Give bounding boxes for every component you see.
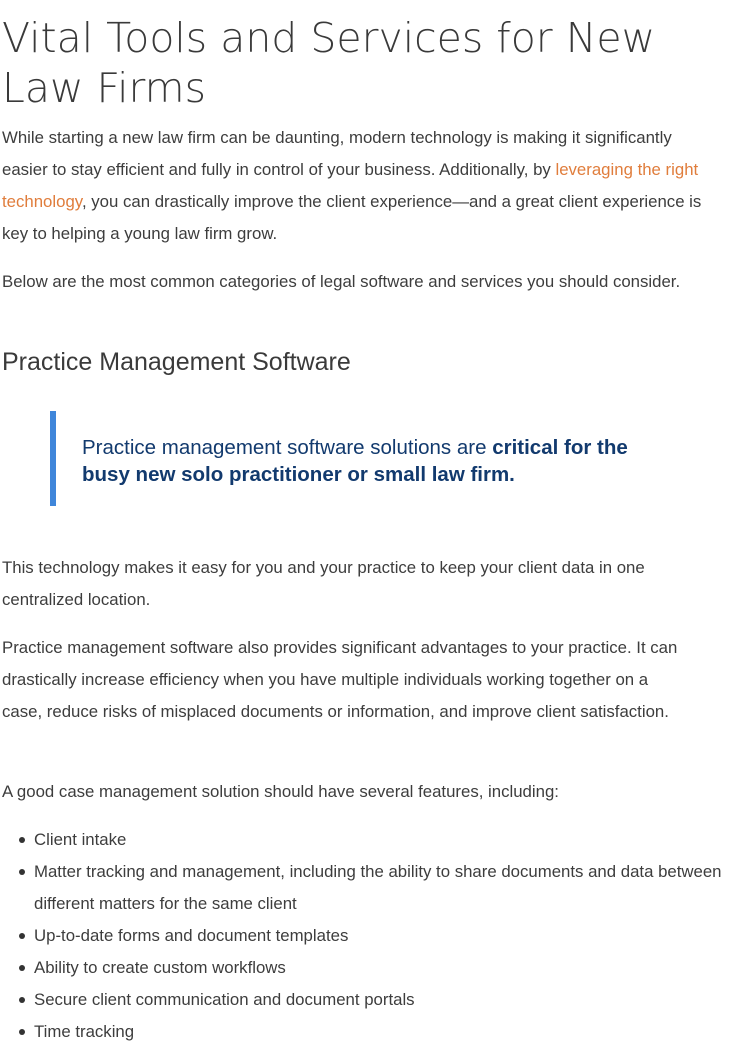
technology-paragraph: This technology makes it easy for you and your practice to keep your client data in one centralized location. bbox=[2, 558, 645, 609]
list-item bbox=[2, 952, 722, 984]
list-item bbox=[2, 1016, 722, 1048]
list-item bbox=[2, 856, 722, 920]
intro-paragraph bbox=[2, 122, 702, 250]
bullet-icon bbox=[19, 997, 25, 1003]
pull-quote bbox=[50, 411, 696, 506]
bullet-icon bbox=[19, 1029, 25, 1035]
list-item bbox=[2, 984, 722, 1016]
categories-intro-paragraph: Below are the most common categories of legal software and services you should consider. bbox=[2, 272, 681, 291]
list-item bbox=[2, 824, 722, 856]
intro-text-end: , you can drastically improve the client experience—and a great client experience is key to helping a young law firm grow. bbox=[2, 192, 702, 243]
advantages-paragraph: Practice management software also provides significant advantages to your practice. It can drastically increase efficiency when you have multiple individuals working together on a case, reduce risks of misplaced documents or information, and improve client satisfaction. bbox=[2, 638, 678, 721]
bullet-icon bbox=[19, 933, 25, 939]
features-intro-paragraph: A good case management solution should have several features, including: bbox=[2, 782, 559, 801]
list-item bbox=[2, 920, 722, 952]
list-item-text: Matter tracking and management, including the ability to share documents and data between different matters for the same client bbox=[34, 862, 722, 913]
pull-quote-normal: Practice management software solutions are bbox=[82, 436, 493, 459]
list-item-text: Time tracking bbox=[34, 1022, 135, 1041]
list-item-text: Secure client communication and document portals bbox=[34, 990, 415, 1009]
pull-quote-text bbox=[82, 434, 642, 488]
pull-quote-bold: critical for the busy new solo practitioner or small law firm. bbox=[82, 436, 628, 486]
page-title: Vital Tools and Services for New Law Firms bbox=[2, 14, 656, 112]
leveraging-technology-link[interactable]: leveraging the right technology bbox=[2, 160, 699, 211]
bullet-icon bbox=[19, 837, 25, 843]
bullet-icon bbox=[19, 869, 25, 875]
list-item-text: Ability to create custom workflows bbox=[34, 958, 286, 977]
list-item-text: Client intake bbox=[34, 830, 127, 849]
intro-text-start: While starting a new law firm can be daunting, modern technology is making it significantly easier to stay efficient and fully in control of your business. Additionally, by bbox=[2, 128, 672, 179]
features-list bbox=[2, 824, 722, 1048]
section-heading-practice-management: Practice Management Software bbox=[2, 348, 351, 376]
list-item-text: Up-to-date forms and document templates bbox=[34, 926, 349, 945]
bullet-icon bbox=[19, 965, 25, 971]
